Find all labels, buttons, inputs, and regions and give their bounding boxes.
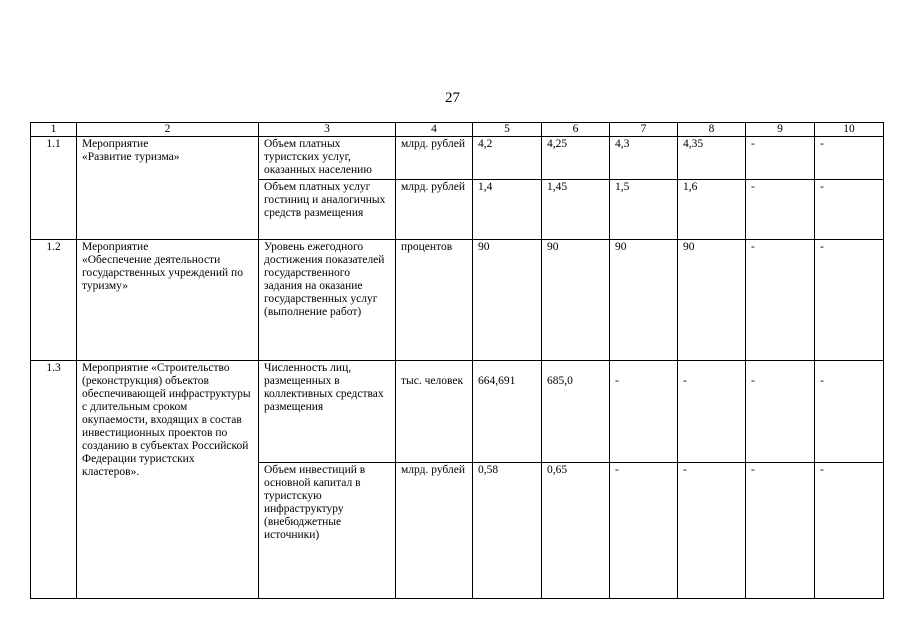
- table-row: [31, 137, 884, 180]
- value-cell: -: [746, 240, 815, 361]
- value-cell: 4,3: [610, 137, 678, 180]
- column-header: 8: [678, 123, 746, 137]
- value-cell: -: [815, 137, 884, 180]
- column-header: 9: [746, 123, 815, 137]
- value-cell: -: [746, 180, 815, 240]
- indicator-name: Объем инвестиций в основной капитал в туристскую инфраструктуру (внебюджетные источники): [259, 463, 396, 599]
- indicator-name: Уровень ежегодного достижения показателей государственного задания на оказание государственных услуг (выполнение работ): [259, 240, 396, 361]
- value-cell: 1,45: [542, 180, 610, 240]
- indicator-unit: млрд. рублей: [396, 180, 473, 240]
- column-header: 1: [31, 123, 77, 137]
- value-cell: -: [815, 180, 884, 240]
- value-cell: -: [610, 361, 678, 463]
- indicator-unit: тыс. человек: [396, 361, 473, 463]
- row-number: 1.1: [31, 137, 77, 240]
- row-number: 1.2: [31, 240, 77, 361]
- column-header: 5: [473, 123, 542, 137]
- value-cell: 685,0: [542, 361, 610, 463]
- column-header: 2: [77, 123, 259, 137]
- value-cell: 90: [678, 240, 746, 361]
- indicator-unit: млрд. рублей: [396, 463, 473, 599]
- indicator-unit: процентов: [396, 240, 473, 361]
- value-cell: 1,5: [610, 180, 678, 240]
- value-cell: 664,691: [473, 361, 542, 463]
- column-header: 7: [610, 123, 678, 137]
- table-row: [31, 240, 884, 361]
- indicators-table: [30, 122, 884, 599]
- column-header: 6: [542, 123, 610, 137]
- value-cell: 90: [542, 240, 610, 361]
- value-cell: -: [610, 463, 678, 599]
- value-cell: -: [678, 463, 746, 599]
- value-cell: 4,2: [473, 137, 542, 180]
- event-cell: Мероприятие «Развитие туризма»: [77, 137, 259, 240]
- value-cell: -: [746, 137, 815, 180]
- value-cell: -: [678, 361, 746, 463]
- table-row: [31, 361, 884, 463]
- indicator-name: Объем платных туристских услуг, оказанных населению: [259, 137, 396, 180]
- value-cell: -: [815, 361, 884, 463]
- value-cell: -: [815, 463, 884, 599]
- indicator-unit: млрд. рублей: [396, 137, 473, 180]
- row-number: 1.3: [31, 361, 77, 599]
- value-cell: 1,4: [473, 180, 542, 240]
- column-header: 4: [396, 123, 473, 137]
- page-number: 27: [445, 90, 460, 106]
- column-header: 10: [815, 123, 884, 137]
- value-cell: 4,25: [542, 137, 610, 180]
- column-header: 3: [259, 123, 396, 137]
- value-cell: 0,65: [542, 463, 610, 599]
- indicator-name: Объем платных услуг гостиниц и аналогичных средств размещения: [259, 180, 396, 240]
- value-cell: 0,58: [473, 463, 542, 599]
- event-cell: Мероприятие «Обеспечение деятельности государственных учреждений по туризму»: [77, 240, 259, 361]
- indicator-name: Численность лиц, размещенных в коллективных средствах размещения: [259, 361, 396, 463]
- value-cell: -: [746, 361, 815, 463]
- column-number-row: [31, 123, 884, 137]
- value-cell: 90: [610, 240, 678, 361]
- value-cell: -: [815, 240, 884, 361]
- value-cell: 4,35: [678, 137, 746, 180]
- event-cell: Мероприятие «Строительство (реконструкция) объектов обеспечивающей инфраструктуры с длительным сроком окупаемости, входящих в состав инвестиционных проектов по созданию в субъектах Российской Федерации туристских кластеров».: [77, 361, 259, 599]
- value-cell: 90: [473, 240, 542, 361]
- value-cell: -: [746, 463, 815, 599]
- value-cell: 1,6: [678, 180, 746, 240]
